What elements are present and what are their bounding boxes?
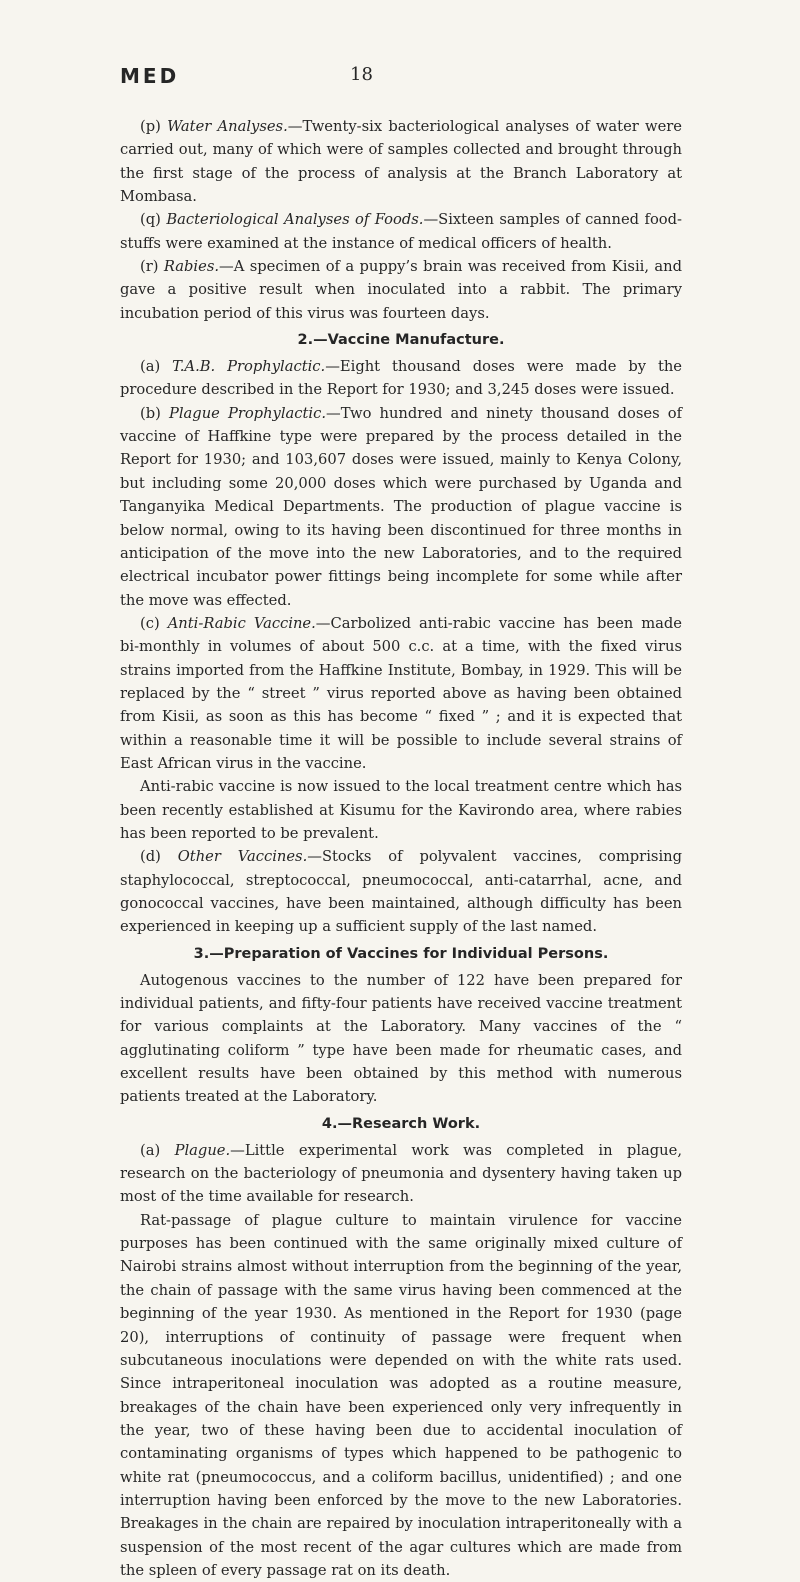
paragraph-label: (b) [140, 404, 161, 422]
paragraph-text: —Stocks of polyvalent vaccines, comprising staphylococcal, streptococcal, pneumococcal, anti-catarrhal, acne, and gonococcal vaccines, have been maintained, although difficulty has been experienced in keeping up a sufficient supply of the last named. [120, 848, 682, 936]
paragraph-text: —Eight thousand doses were made by the procedure described in the Report for 1930; and 3,245 doses were issued. [120, 358, 682, 399]
paragraph-label: (p) [140, 118, 161, 135]
paragraph [120, 1139, 682, 1209]
paragraph-title: Water Analyses. [167, 118, 288, 135]
paragraph [120, 845, 682, 938]
section-heading: 3.—Preparation of Vaccines for Individual Persons. [193, 945, 609, 962]
section-heading: 4.—Research Work. [321, 1115, 481, 1132]
paragraph-label: (a) [140, 1141, 161, 1159]
paragraph [120, 1209, 682, 1582]
paragraph-text: Autogenous vaccines to the number of 122 have been prepared for individual patients, and fifty-four patients have received vaccine treatment for various complaints at the Laboratory. Many vaccines of the “ agglutinating coliform ” type have been made for rheumatic cases, and excellent results have been obtained by this method with numerous patients treated at the Laboratory. [120, 971, 682, 1106]
running-head [120, 64, 680, 94]
paragraph-title: T.A.B. Prophylactic. [172, 358, 326, 376]
paragraph-title: Anti-Rabic Vaccine. [167, 614, 316, 632]
paragraph [120, 775, 682, 845]
paragraph-text: Anti-rabic vaccine is now issued to the local treatment centre which has been recently established at Kisumu for the Kavirondo area, where rabies has been reported to be prevalent. [120, 778, 682, 842]
paragraph [120, 402, 682, 612]
running-head-title: MED [120, 64, 180, 88]
paragraph [120, 208, 682, 255]
paragraph-label: (d) [140, 848, 161, 866]
paragraph [120, 355, 682, 402]
paragraph [120, 115, 682, 208]
paragraph-text: —Little experimental work was completed in plague, research on the bacteriology of pneumonia and dysentery having taken up most of the time available for research. [120, 1141, 682, 1206]
paragraph-label: (a) [140, 358, 161, 376]
paragraph-text: —Two hundred and ninety thousand doses of vaccine of Haffkine type were prepared by the process detailed in the Report for 1930; and 103,607 doses were issued, mainly to Kenya Colony, but including some 20,000 doses which were purchased by Uganda and Tanganyika Medical Departments. The production of plague vaccine is below normal, owing to its having been discontinued for three months in anticipation of the move into the new Laboratories, and to the required electrical incubator power fittings being incomplete for some while after the move was effected. [120, 404, 683, 609]
body-text [120, 115, 682, 1582]
paragraph-text: —Carbolized anti-rabic vaccine has been made bi-monthly in volumes of about 500 c.c. at a time, with the fixed virus strains imported from the Haffkine Institute, Bombay, in 1929. This will be replaced by the “ street ” virus reported above as having been obtained from Kisii, as soon as this has become “ fixed ” ; and it is expected that within a reasonable time it will be possible to include several strains of East African virus in the vaccine. [120, 614, 683, 772]
paragraph-text: —A specimen of a puppy’s brain was received from Kisii, and gave a positive result when inoculated into a rabbit. The primary incubation period of this virus was fourteen days. [120, 258, 683, 322]
paragraph-text: —Sixteen samples of canned food-stuffs were examined at the instance of medical officers of health. [120, 211, 682, 252]
paragraph [120, 255, 682, 325]
page-number: 18 [350, 64, 373, 85]
paragraph-title: Bacteriological Analyses of Foods. [166, 211, 424, 229]
paragraph-title: Plague Prophylactic. [168, 404, 327, 422]
paragraph-title: Other Vaccines. [177, 848, 308, 866]
paragraph-title: Plague. [174, 1141, 231, 1159]
paragraph-label: (r) [140, 258, 159, 276]
section-heading: 2.—Vaccine Manufacture. [297, 332, 505, 349]
paragraph [120, 969, 682, 1109]
paragraph-title: Rabies. [163, 258, 220, 276]
paragraph [120, 612, 682, 775]
paragraph-label: (q) [140, 211, 161, 229]
paragraph-label: (c) [140, 614, 160, 632]
paragraph-text: Rat-passage of plague culture to maintain virulence for vaccine purposes has been continued with the same originally mixed culture of Nairobi strains almost without interruption from the beginning of the year, the chain of passage with the same virus having been commenced at the beginning of the year 1930. As mentioned in the Report for 1930 (page 20), interruptions of continuity of passage were frequent when subcutaneous inoculations were depended on with the white rats used. Since intraperitoneal inoculation was adopted as a routine measure, breakages of the chain have been experienced only very infrequently in the year, two of these having been due to accidental inoculation of contaminating organisms of types which happened to be pathogenic to white rat (pneumococcus, and a coliform bacillus, unidentified) ; and one interruption having been enforced by the move to the new Laboratories. Breakages in the chain are repaired by inoculation intraperitoneally with a suspension of the most recent of the agar cultures which are made from the spleen of every passage rat on its death. [120, 1211, 682, 1579]
paragraph-text: —Twenty-six bacteriological analyses of water were carried out, many of which were of samples collected and brought through the first stage of the process of analysis at the Branch Laboratory at Mombasa. [120, 118, 682, 206]
